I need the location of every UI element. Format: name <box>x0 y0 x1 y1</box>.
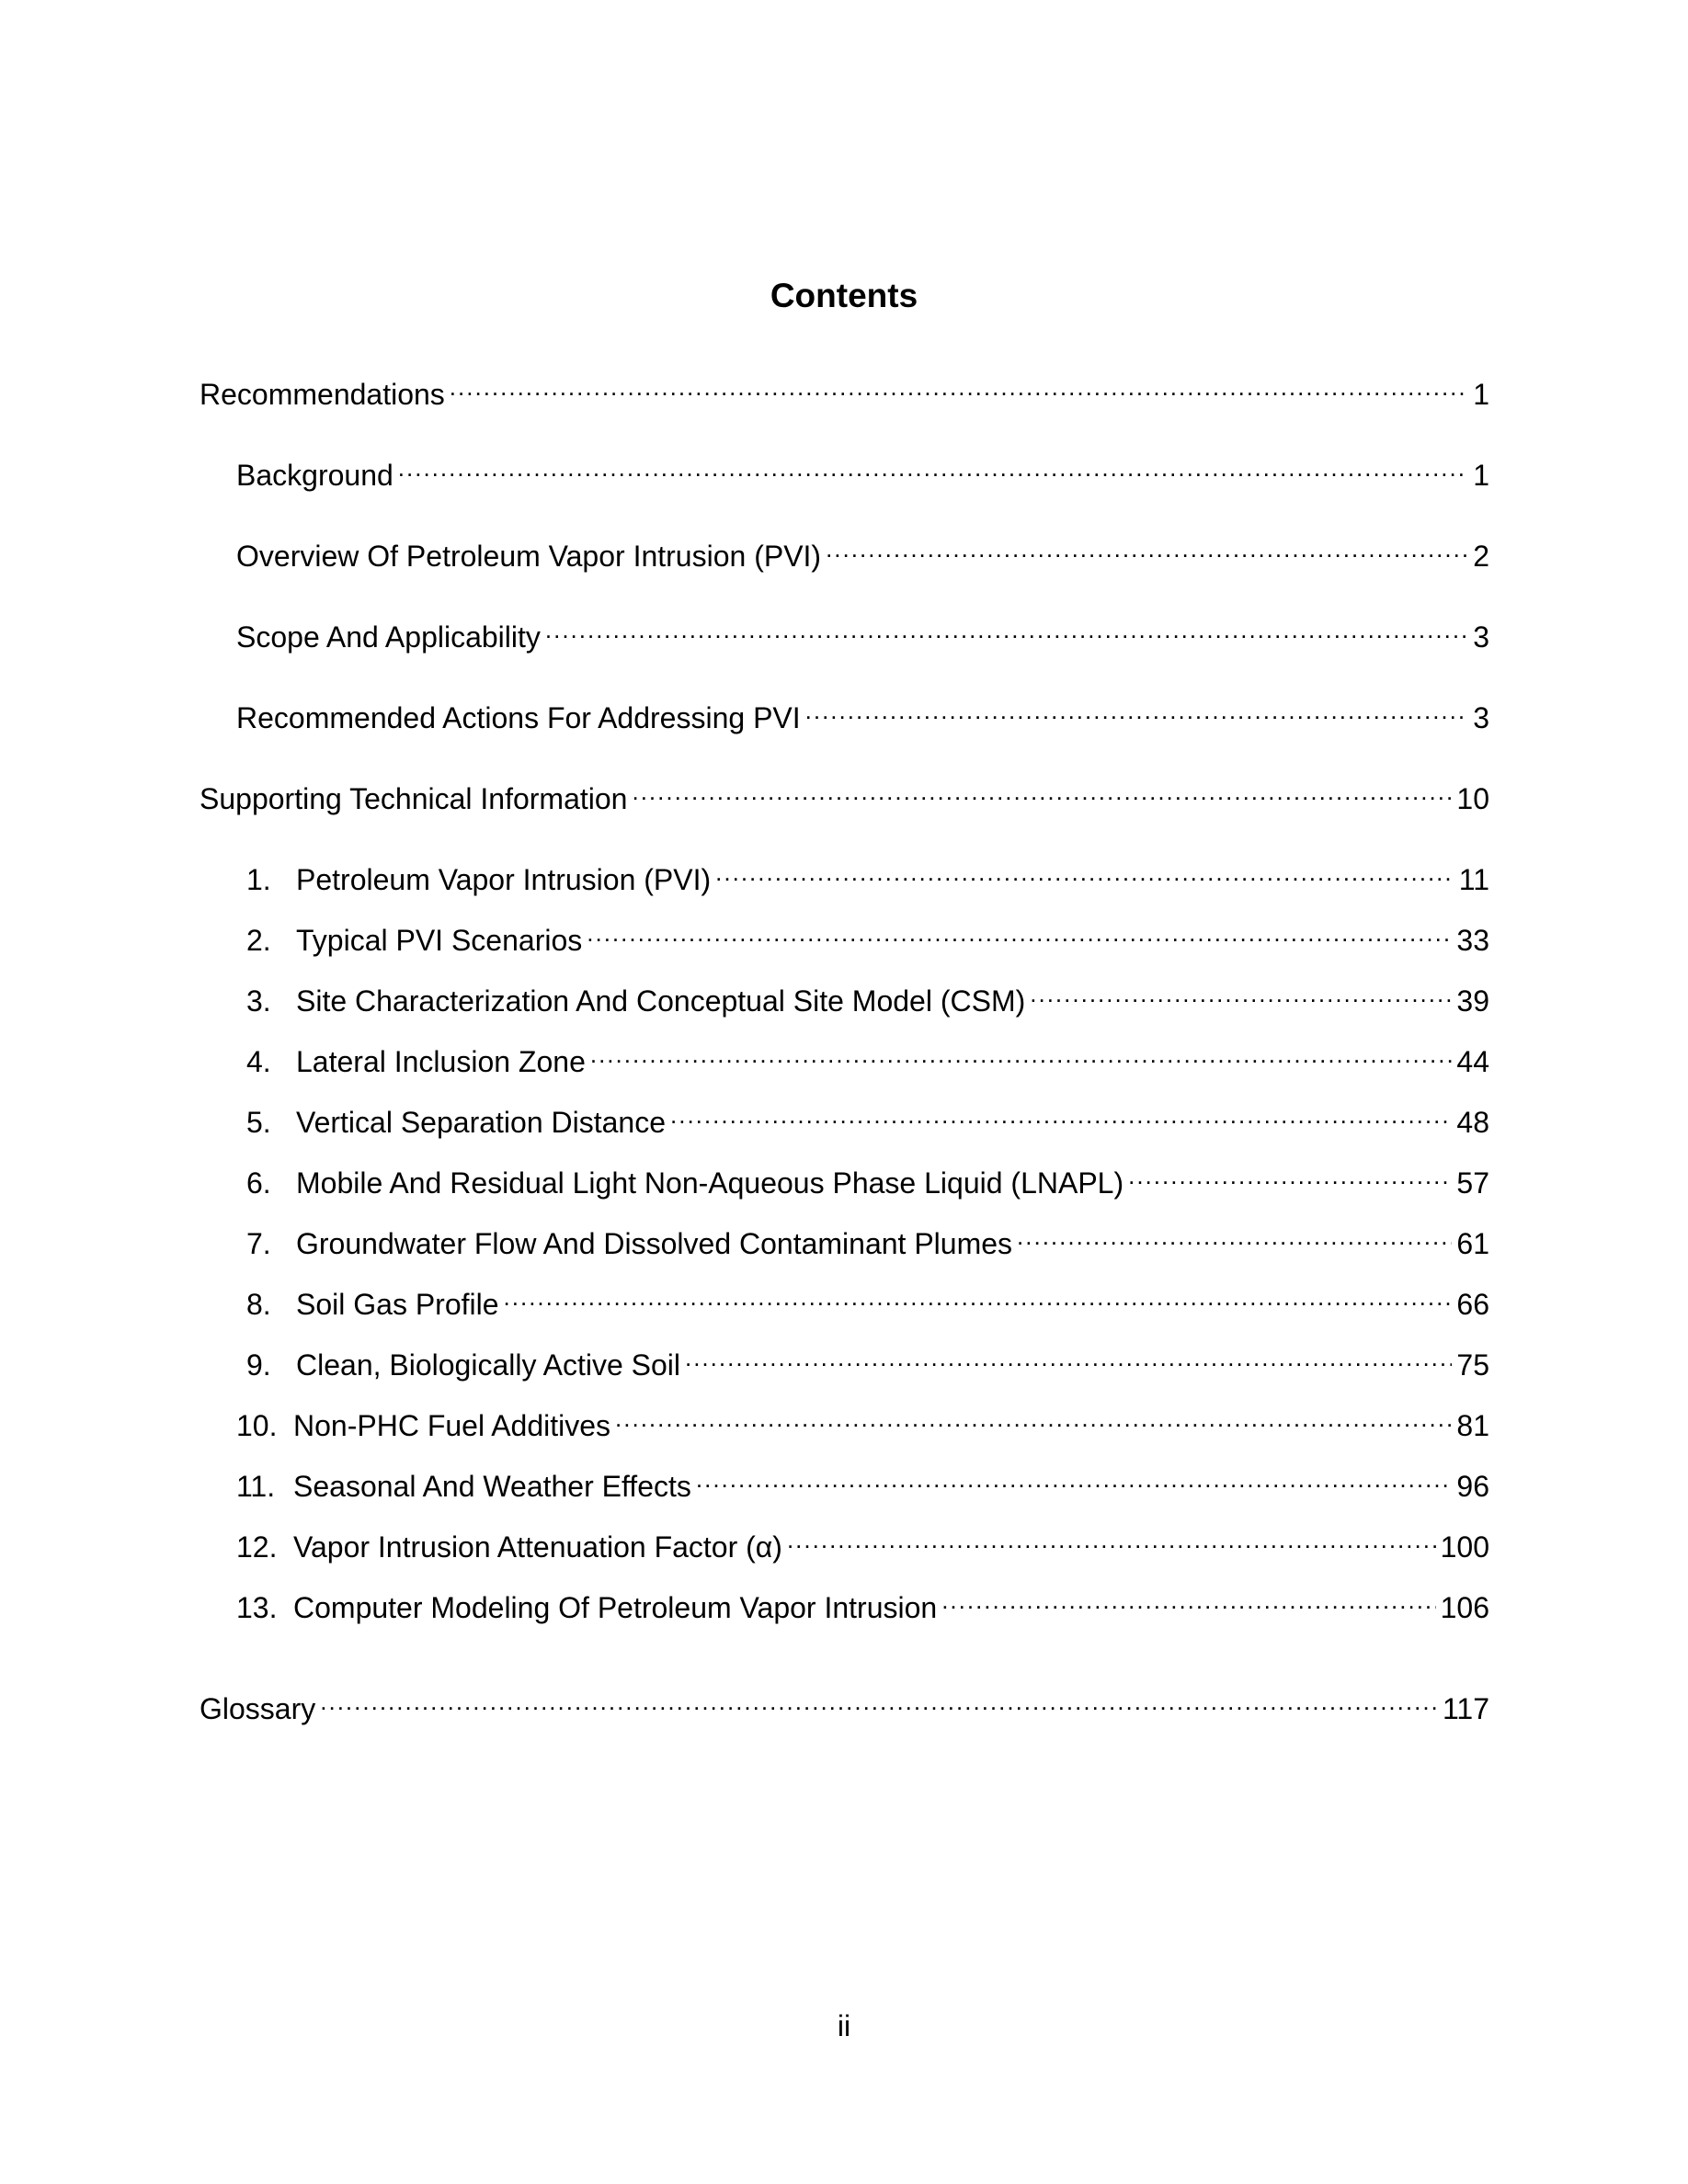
toc-entry-label: Vapor Intrusion Attenuation Factor (α) <box>293 1530 782 1564</box>
toc-entry-number: 13. <box>236 1591 278 1624</box>
toc-entry-number: 12. <box>236 1530 278 1564</box>
toc-entry-page: 33 <box>1456 924 1489 957</box>
toc-entry-page: 57 <box>1456 1166 1489 1200</box>
toc-entry-number: 6. <box>246 1166 271 1200</box>
toc-entry-number: 11. <box>236 1470 276 1503</box>
toc-entry-label: Site Characterization And Conceptual Site Model (CSM) <box>296 984 1026 1018</box>
toc-leader-dots <box>587 914 1452 950</box>
toc-entry-page: 11 <box>1458 863 1489 896</box>
toc-entry-label: Recommended Actions For Addressing PVI <box>236 701 801 734</box>
toc-entry[interactable] <box>200 368 1489 411</box>
toc-entry-page: 3 <box>1473 701 1489 734</box>
toc-entry-label: Clean, Biologically Active Soil <box>296 1348 680 1382</box>
toc-entry-number: 3. <box>246 984 271 1018</box>
toc-entry-label: Non-PHC Fuel Additives <box>293 1409 611 1442</box>
toc-leader-dots <box>1128 1156 1452 1193</box>
toc-entry-page: 2 <box>1473 540 1489 573</box>
toc-leader-dots <box>504 1278 1453 1314</box>
toc-entry[interactable] <box>246 1096 1489 1139</box>
toc-leader-dots <box>941 1581 1435 1618</box>
toc-leader-dots <box>320 1682 1438 1719</box>
toc-entry-label: Petroleum Vapor Intrusion (PVI) <box>296 863 712 896</box>
toc-leader-dots <box>685 1338 1452 1375</box>
toc-entry[interactable] <box>236 1520 1489 1564</box>
toc-entry-number: 8. <box>246 1288 271 1321</box>
toc-entry-label: Soil Gas Profile <box>296 1288 499 1321</box>
toc-entry-number: 7. <box>246 1227 271 1260</box>
toc-entry-label: Overview Of Petroleum Vapor Intrusion (PVI) <box>236 540 822 573</box>
toc-entry-label: Vertical Separation Distance <box>296 1106 666 1139</box>
toc-entry-number: 10. <box>236 1409 278 1442</box>
toc-entry-page: 117 <box>1442 1692 1489 1725</box>
toc-leader-dots <box>398 449 1468 485</box>
toc-entry[interactable] <box>236 1399 1489 1442</box>
toc-entry-label: Groundwater Flow And Dissolved Contaminant Plumes <box>296 1227 1013 1260</box>
toc-entry-page: 1 <box>1473 378 1489 411</box>
toc-entry[interactable] <box>246 1217 1489 1260</box>
toc-entry-page: 3 <box>1473 620 1489 654</box>
toc-leader-dots <box>450 368 1468 404</box>
toc-entry-page: 106 <box>1440 1591 1489 1624</box>
toc-entry[interactable] <box>200 772 1489 815</box>
toc-entry[interactable] <box>246 1338 1489 1382</box>
toc-leader-dots <box>787 1520 1436 1557</box>
toc-entry-page: 48 <box>1456 1106 1489 1139</box>
toc-entry-label: Mobile And Residual Light Non-Aqueous Phase Liquid (LNAPL) <box>296 1166 1124 1200</box>
toc-leader-dots <box>826 529 1468 566</box>
toc-entry[interactable] <box>200 1682 1489 1725</box>
toc-entry-label: Typical PVI Scenarios <box>296 924 583 957</box>
toc-leader-dots <box>670 1096 1452 1132</box>
toc-entry[interactable] <box>246 974 1489 1018</box>
toc-entry[interactable] <box>236 449 1489 492</box>
toc-entry-label: Computer Modeling Of Petroleum Vapor Intrusion <box>293 1591 938 1624</box>
toc-entry-label: Background <box>236 459 393 492</box>
toc-leader-dots <box>590 1035 1453 1072</box>
toc-entry[interactable] <box>246 914 1489 957</box>
toc-entry-page: 39 <box>1456 984 1489 1018</box>
page-title: Contents <box>770 277 918 314</box>
toc-entry-number: 9. <box>246 1348 271 1382</box>
toc-entry-page: 66 <box>1456 1288 1489 1321</box>
toc-entry-page: 1 <box>1473 459 1489 492</box>
toc-leader-dots <box>696 1460 1453 1496</box>
toc-leader-dots <box>1030 974 1452 1011</box>
toc-leader-dots <box>615 1399 1452 1436</box>
toc-entry[interactable] <box>246 853 1489 896</box>
toc-entry[interactable] <box>236 1581 1489 1624</box>
toc-entry-page: 100 <box>1440 1530 1489 1564</box>
toc-entry-label: Supporting Technical Information <box>200 782 628 815</box>
toc-entry-label: Lateral Inclusion Zone <box>296 1045 586 1078</box>
toc-entry-number: 1. <box>246 863 271 896</box>
toc-entry-number: 4. <box>246 1045 271 1078</box>
toc-entry[interactable] <box>246 1278 1489 1321</box>
toc-entry-page: 81 <box>1456 1409 1489 1442</box>
toc-entry-number: 5. <box>246 1106 271 1139</box>
toc-leader-dots <box>805 691 1469 728</box>
toc-entry[interactable] <box>236 529 1489 573</box>
toc-entry[interactable] <box>236 691 1489 734</box>
toc-entry-page: 75 <box>1456 1348 1489 1382</box>
toc-entry[interactable] <box>236 1460 1489 1503</box>
toc-entry-page: 10 <box>1456 782 1489 815</box>
page-number: ii <box>837 2009 851 2042</box>
toc-leader-dots <box>1017 1217 1452 1254</box>
toc-entry-page: 44 <box>1456 1045 1489 1078</box>
toc-entry-label: Recommendations <box>200 378 445 411</box>
toc-leader-dots <box>632 772 1452 809</box>
toc-entry-label: Scope And Applicability <box>236 620 541 654</box>
toc-entry-number: 2. <box>246 924 271 957</box>
toc-entry-page: 61 <box>1456 1227 1489 1260</box>
toc-leader-dots <box>545 610 1468 647</box>
toc-entry[interactable] <box>246 1156 1489 1200</box>
toc-entry[interactable] <box>236 610 1489 654</box>
toc-entry-label: Glossary <box>200 1692 316 1725</box>
toc-entry-label: Seasonal And Weather Effects <box>293 1470 691 1503</box>
toc-leader-dots <box>715 853 1454 890</box>
toc-entry[interactable] <box>246 1035 1489 1078</box>
toc-entry-page: 96 <box>1456 1470 1489 1503</box>
